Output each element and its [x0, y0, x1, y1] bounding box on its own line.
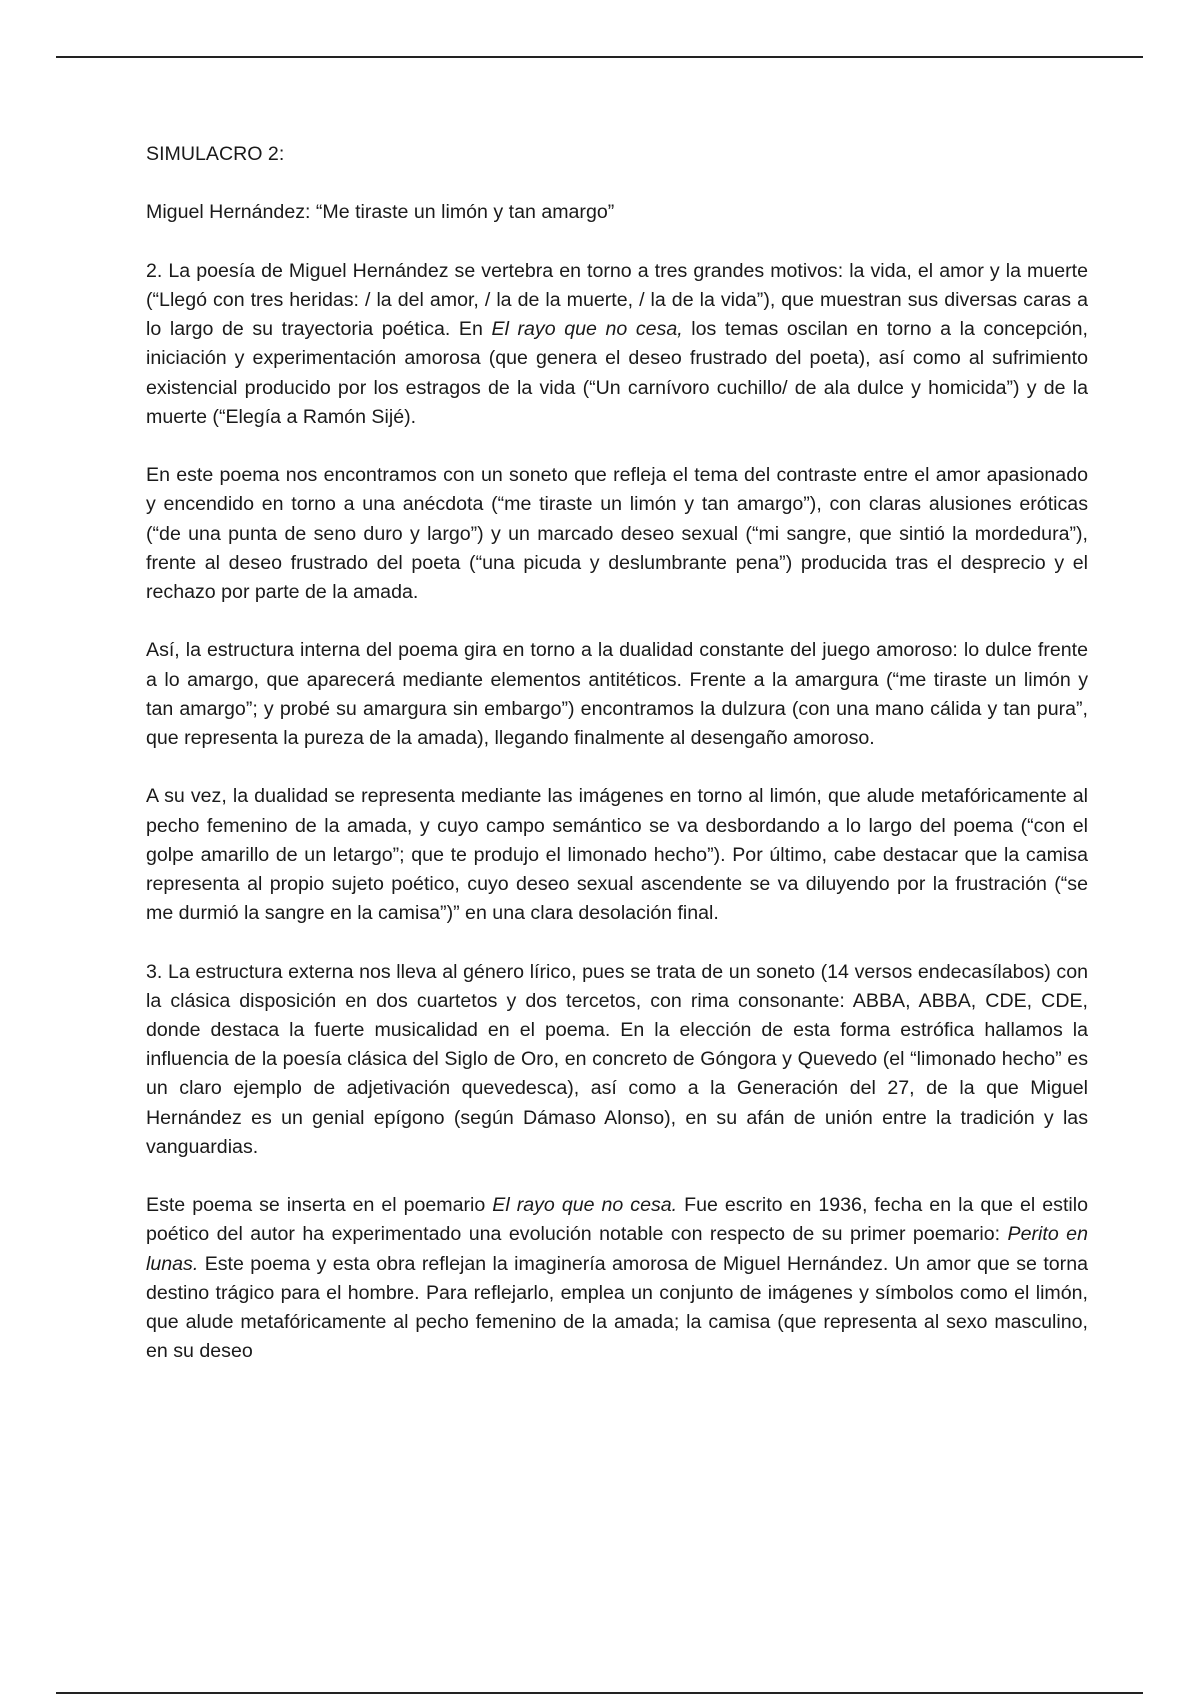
- body-paragraph: [146, 461, 1088, 607]
- paragraph-text: los temas oscilan en torno a la concepción, iniciación y experimentación amorosa (que genera el deseo frustrado del poeta), así como al sufrimiento existencial producido por los estragos de la vida (“Un carnívoro cuchillo/ de ala dulce y homicida”) y de la muerte (“Elegía a Ramón Sijé).: [146, 318, 1088, 428]
- italic-title-text: Perito en lunas.: [146, 1223, 1088, 1275]
- body-paragraph: [146, 257, 1088, 432]
- paragraph-text: 2. La poesía de Miguel Hernández se vertebra en torno a tres grandes motivos: la vida, el amor y la muerte (“Llegó con tres heridas: / la del amor, / la de la muerte, / la de la vida”), que muestran sus diversas caras a lo largo de su trayectoria poética. En: [146, 259, 1088, 341]
- body-paragraph: [146, 958, 1088, 1162]
- document-body: [146, 140, 1088, 1396]
- paragraph-text: En este poema nos encontramos con un soneto que refleja el tema del contraste entre el amor apasionado y encendido en torno a una anécdota (“me tiraste un limón y tan amargo”), con claras alusiones eróticas (“de una punta de seno duro y largo”) y un marcado deseo sexual (“mi sangre, que sintió la mordedura”), frente al deseo frustrado del poeta (“una picuda y deslumbrante pena”) producida tras el desprecio y el rechazo por parte de la amada.: [146, 464, 1088, 603]
- italic-title-text: El rayo que no cesa.: [492, 1194, 678, 1217]
- body-paragraph: [146, 1191, 1088, 1366]
- paragraph-text: 3. La estructura externa nos lleva al género lírico, pues se trata de un soneto (14 versos endecasílabos) con la clásica disposición en dos cuartetos y dos tercetos, con rima consonante: ABBA, ABBA, CDE, CDE, donde destaca la fuerte musicalidad en el poema. En la elección de esta forma estrófica hallamos la influencia de la poesía clásica del Siglo de Oro, en concreto de Góngora y Quevedo (el “limonado hecho” es un claro ejemplo de adjetivación quevedesca), así como a la Generación del 27, de la que Miguel Hernández es un genial epígono (según Dámaso Alonso), en su afán de unión entre la tradición y las vanguardias.: [146, 960, 1088, 1158]
- paragraph-text: Este poema y esta obra reflejan la imaginería amorosa de Miguel Hernández. Un amor que se torna destino trágico para el hombre. Para reflejarlo, emplea un conjunto de imágenes y símbolos como el limón, que alude metafóricamente al pecho femenino de la amada; la camisa (que representa al sexo masculino, en su deseo: [146, 1252, 1088, 1363]
- document-subtitle: Miguel Hernández: “Me tiraste un limón y tan amargo”: [146, 201, 615, 224]
- body-paragraph: [146, 782, 1088, 928]
- paragraph-container: [146, 257, 1088, 1367]
- paragraph-text: A su vez, la dualidad se representa mediante las imágenes en torno al limón, que alude metafóricamente al pecho femenino de la amada, y cuyo campo semántico se va desbordando a lo largo del poema (“con el golpe amarillo de un letargo”; que te produjo el limonado hecho”). Por último, cabe destacar que la camisa representa al propio sujeto poético, cuyo deseo sexual ascendente se va diluyendo por la frustración (“se me durmió la sangre en la camisa”)” en una clara desolación final.: [146, 785, 1088, 925]
- paragraph-text: Fue escrito en 1936, fecha en la que el estilo poético del autor ha experimentado una evolución notable con respecto de su primer poemario:: [146, 1194, 1088, 1246]
- document-title: SIMULACRO 2:: [146, 143, 285, 165]
- paragraph-text: Así, la estructura interna del poema gira en torno a la dualidad constante del juego amoroso: lo dulce frente a lo amargo, que aparecerá mediante elementos antitéticos. Frente a la amargura (“me tiraste un limón y tan amargo”; y probé su amargura sin embargo”) encontramos la dulzura (con una mano cálida y tan pura”, que representa la pureza de la amada), llegando finalmente al desengaño amoroso.: [146, 639, 1088, 749]
- bottom-rule: [56, 1692, 1143, 1694]
- paragraph-text: Este poema se inserta en el poemario: [146, 1194, 493, 1217]
- body-paragraph: [146, 636, 1088, 753]
- italic-title-text: El rayo que no cesa,: [491, 318, 683, 341]
- top-rule: [56, 56, 1143, 58]
